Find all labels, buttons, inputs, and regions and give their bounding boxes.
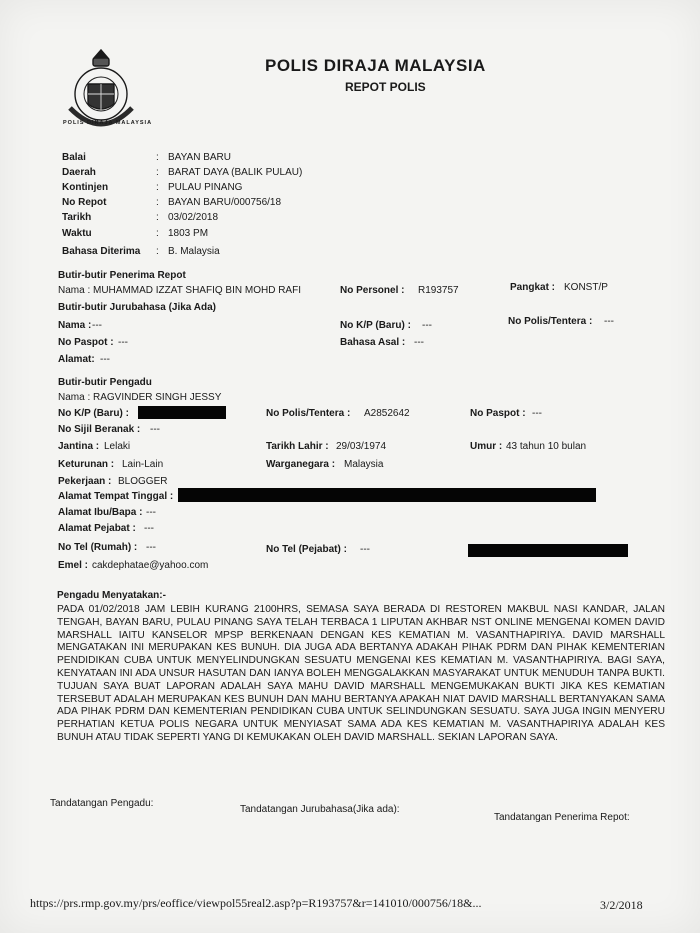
section-penerima: Butir-butir Penerima Repot	[58, 270, 186, 281]
meta-label: Kontinjen	[62, 182, 109, 193]
pengadu-alamat-ibu-value: ---	[146, 507, 156, 518]
signature-jurubahasa: Tandatangan Jurubahasa(Jika ada):	[240, 804, 400, 815]
pengadu-alamat-tinggal-label: Alamat Tempat Tinggal :	[58, 491, 174, 502]
section-pengadu: Butir-butir Pengadu	[58, 377, 152, 388]
meta-colon: :	[156, 228, 159, 239]
meta-label: Balai	[62, 152, 86, 163]
meta-value: 03/02/2018	[168, 212, 219, 223]
footer-url: https://prs.rmp.gov.my/prs/eoffice/viewpol55real2.asp?p=R193757&r=141010/000756/18&...	[30, 896, 482, 910]
pengadu-alamat-pejabat-label: Alamat Pejabat :	[58, 523, 136, 534]
jurubahasa-alamat-label: Alamat:	[58, 354, 95, 365]
signature-pengadu: Tandatangan Pengadu:	[50, 798, 154, 809]
jurubahasa-nama-value: ---	[92, 320, 102, 331]
pengadu-emel-label: Emel :	[58, 560, 89, 571]
jurubahasa-bahasa-label: Bahasa Asal :	[340, 337, 406, 348]
pengadu-umur-value: 43 tahun 10 bulan	[506, 441, 587, 452]
pengadu-emel-value: cakdephatae@yahoo.com	[92, 560, 209, 571]
meta-label: Waktu	[62, 228, 92, 239]
page-subtitle: REPOT POLIS	[345, 80, 426, 94]
pengadu-tel-rumah-value: ---	[146, 542, 156, 553]
meta-value: BAYAN BARU	[168, 152, 231, 163]
meta-label: Bahasa Diterima	[62, 246, 141, 257]
pengadu-tel-pejabat-value: ---	[360, 544, 370, 555]
pdrm-crest-icon	[58, 48, 144, 140]
statement-text: PADA 01/02/2018 JAM LEBIH KURANG 2100HRS, SEMASA SAYA BERADA DI RESTOREN MAKBUL NASI KANDAR, JALAN TENGAH, BAYAN BARU, PULAU PINANG SAYA TELAH TERBACA 1 LIPUTAN AKHBAR NST ONLINE MENGENAI KOMEN DAVID MARSHALL IAITU KANSELOR MPSP BERKENAAN DENGAN KES KEMATIAN M. VASANTHAPIRIYA. DAVID MARSHALL MENGATAKAN INI MERUPAKAN KES BUNUH. DIA JUGA ADA BERTANYA ADAKAH PIHAK PDRM DAN PIHAK KEMENTERIAN PENDIDIKAN CUBA UNTUK MENYELINDUNGKAN SESUATU MENGENAI KES KEMATIAN M. VASANTHAPIRIYA. BAGI SAYA, KENYATAAN INI ADA UNSUR HASUTAN DAN IANYA BOLEH MENGGALAKKAN MASYARAKAT UNTUK MENUDUH TANPA BUKTI. TUJUAN SAYA BUAT LAPORAN ADALAH SAYA MAHU DAVID MARSHALL MENGEMUKAKAN BUKTI JIKA KES KEMATIAN TERSEBUT ADALAH MERUPAKAN KES BUNUH DAN MAHU BERTANYA APAKAH NIAT DAVID MARSHALL BERTANYAKAN SAMA ADA PIHAK PDRM DAN KEMENTERIAN PENDIDIKAN CUBA UNTUK SELINDUNGKAN SESUATU. SAYA JUGA INGIN MENYERU PERHATIAN KETUA POLIS NEGARA UNTUK MENYIASAT SAMA ADA KES KEMATIAN M. VASANTHAPIRIYA ADALAH KES BUNUH ATAU TIDAK SEPERTI YANG DI KEMUKAKAN OLEH DAVID MARSHALL. SEKIAN LAPORAN SAYA.	[57, 604, 665, 743]
pengadu-polis-value: A2852642	[364, 408, 410, 419]
pengadu-jantina-value: Lelaki	[104, 441, 131, 452]
penerima-nama: Nama : MUHAMMAD IZZAT SHAFIQ BIN MOHD RAFI	[58, 285, 301, 296]
jurubahasa-kp-label: No K/P (Baru) :	[340, 320, 411, 331]
pengadu-paspot-value: ---	[532, 408, 542, 419]
crest-text: POLIS DIRAJA MALAYSIA	[63, 120, 153, 126]
pengadu-polis-label: No Polis/Tentera :	[266, 408, 351, 419]
meta-colon: :	[156, 197, 159, 208]
meta-label: Daerah	[62, 167, 96, 178]
meta-label: No Repot	[62, 197, 107, 208]
jurubahasa-nama-label: Nama :	[58, 320, 92, 331]
penerima-personel-label: No Personel :	[340, 285, 405, 296]
jurubahasa-polis-label: No Polis/Tentera :	[508, 316, 593, 327]
pengadu-pekerjaan-value: BLOGGER	[118, 476, 168, 487]
jurubahasa-paspot-value: ---	[118, 337, 128, 348]
meta-value: PULAU PINANG	[168, 182, 243, 193]
meta-value: BARAT DAYA (BALIK PULAU)	[168, 167, 303, 178]
pengadu-keturunan-label: Keturunan :	[58, 459, 115, 470]
statement-heading: Pengadu Menyatakan:-	[57, 590, 166, 601]
jurubahasa-alamat-value: ---	[100, 354, 110, 365]
redaction-alamat	[178, 488, 596, 502]
jurubahasa-kp-value: ---	[422, 320, 432, 331]
footer-date: 3/2/2018	[600, 898, 643, 912]
meta-value: 1803 PM	[168, 228, 209, 239]
meta-colon: :	[156, 246, 159, 257]
meta-colon: :	[156, 152, 159, 163]
pengadu-kp-label: No K/P (Baru) :	[58, 408, 129, 419]
meta-colon: :	[156, 167, 159, 178]
meta-value: BAYAN BARU/000756/18	[168, 197, 282, 208]
pengadu-tel-pejabat-label: No Tel (Pejabat) :	[266, 544, 347, 555]
pengadu-sijil-value: ---	[150, 424, 160, 435]
meta-colon: :	[156, 182, 159, 193]
penerima-pangkat-label: Pangkat :	[510, 282, 556, 293]
pengadu-nama: Nama : RAGVINDER SINGH JESSY	[58, 392, 222, 403]
jurubahasa-bahasa-value: ---	[414, 337, 424, 348]
meta-value: B. Malaysia	[168, 246, 220, 257]
pengadu-warga-label: Warganegara :	[266, 459, 336, 470]
pengadu-alamat-pejabat-value: ---	[144, 523, 154, 534]
penerima-personel-value: R193757	[418, 285, 459, 296]
pengadu-umur-label: Umur :	[470, 441, 503, 452]
meta-label: Tarikh	[62, 212, 92, 223]
pengadu-paspot-label: No Paspot :	[470, 408, 526, 419]
penerima-pangkat-value: KONST/P	[564, 282, 608, 293]
pengadu-keturunan-value: Lain-Lain	[122, 459, 164, 470]
jurubahasa-paspot-label: No Paspot :	[58, 337, 114, 348]
signature-penerima: Tandatangan Penerima Repot:	[494, 812, 630, 823]
section-jurubahasa: Butir-butir Jurubahasa (Jika Ada)	[58, 302, 216, 313]
page-title: POLIS DIRAJA MALAYSIA	[265, 56, 486, 75]
pengadu-lahir-label: Tarikh Lahir :	[266, 441, 329, 452]
redaction-kp	[138, 406, 226, 419]
pengadu-jantina-label: Jantina :	[58, 441, 100, 452]
jurubahasa-polis-value: ---	[604, 316, 614, 327]
pengadu-sijil-label: No Sijil Beranak :	[58, 424, 141, 435]
pengadu-alamat-ibu-label: Alamat Ibu/Bapa :	[58, 507, 143, 518]
pengadu-pekerjaan-label: Pekerjaan :	[58, 476, 112, 487]
pengadu-warga-value: Malaysia	[344, 459, 384, 470]
pengadu-lahir-value: 29/03/1974	[336, 441, 387, 452]
meta-colon: :	[156, 212, 159, 223]
redaction-tel	[468, 544, 628, 557]
pengadu-tel-rumah-label: No Tel (Rumah) :	[58, 542, 138, 553]
